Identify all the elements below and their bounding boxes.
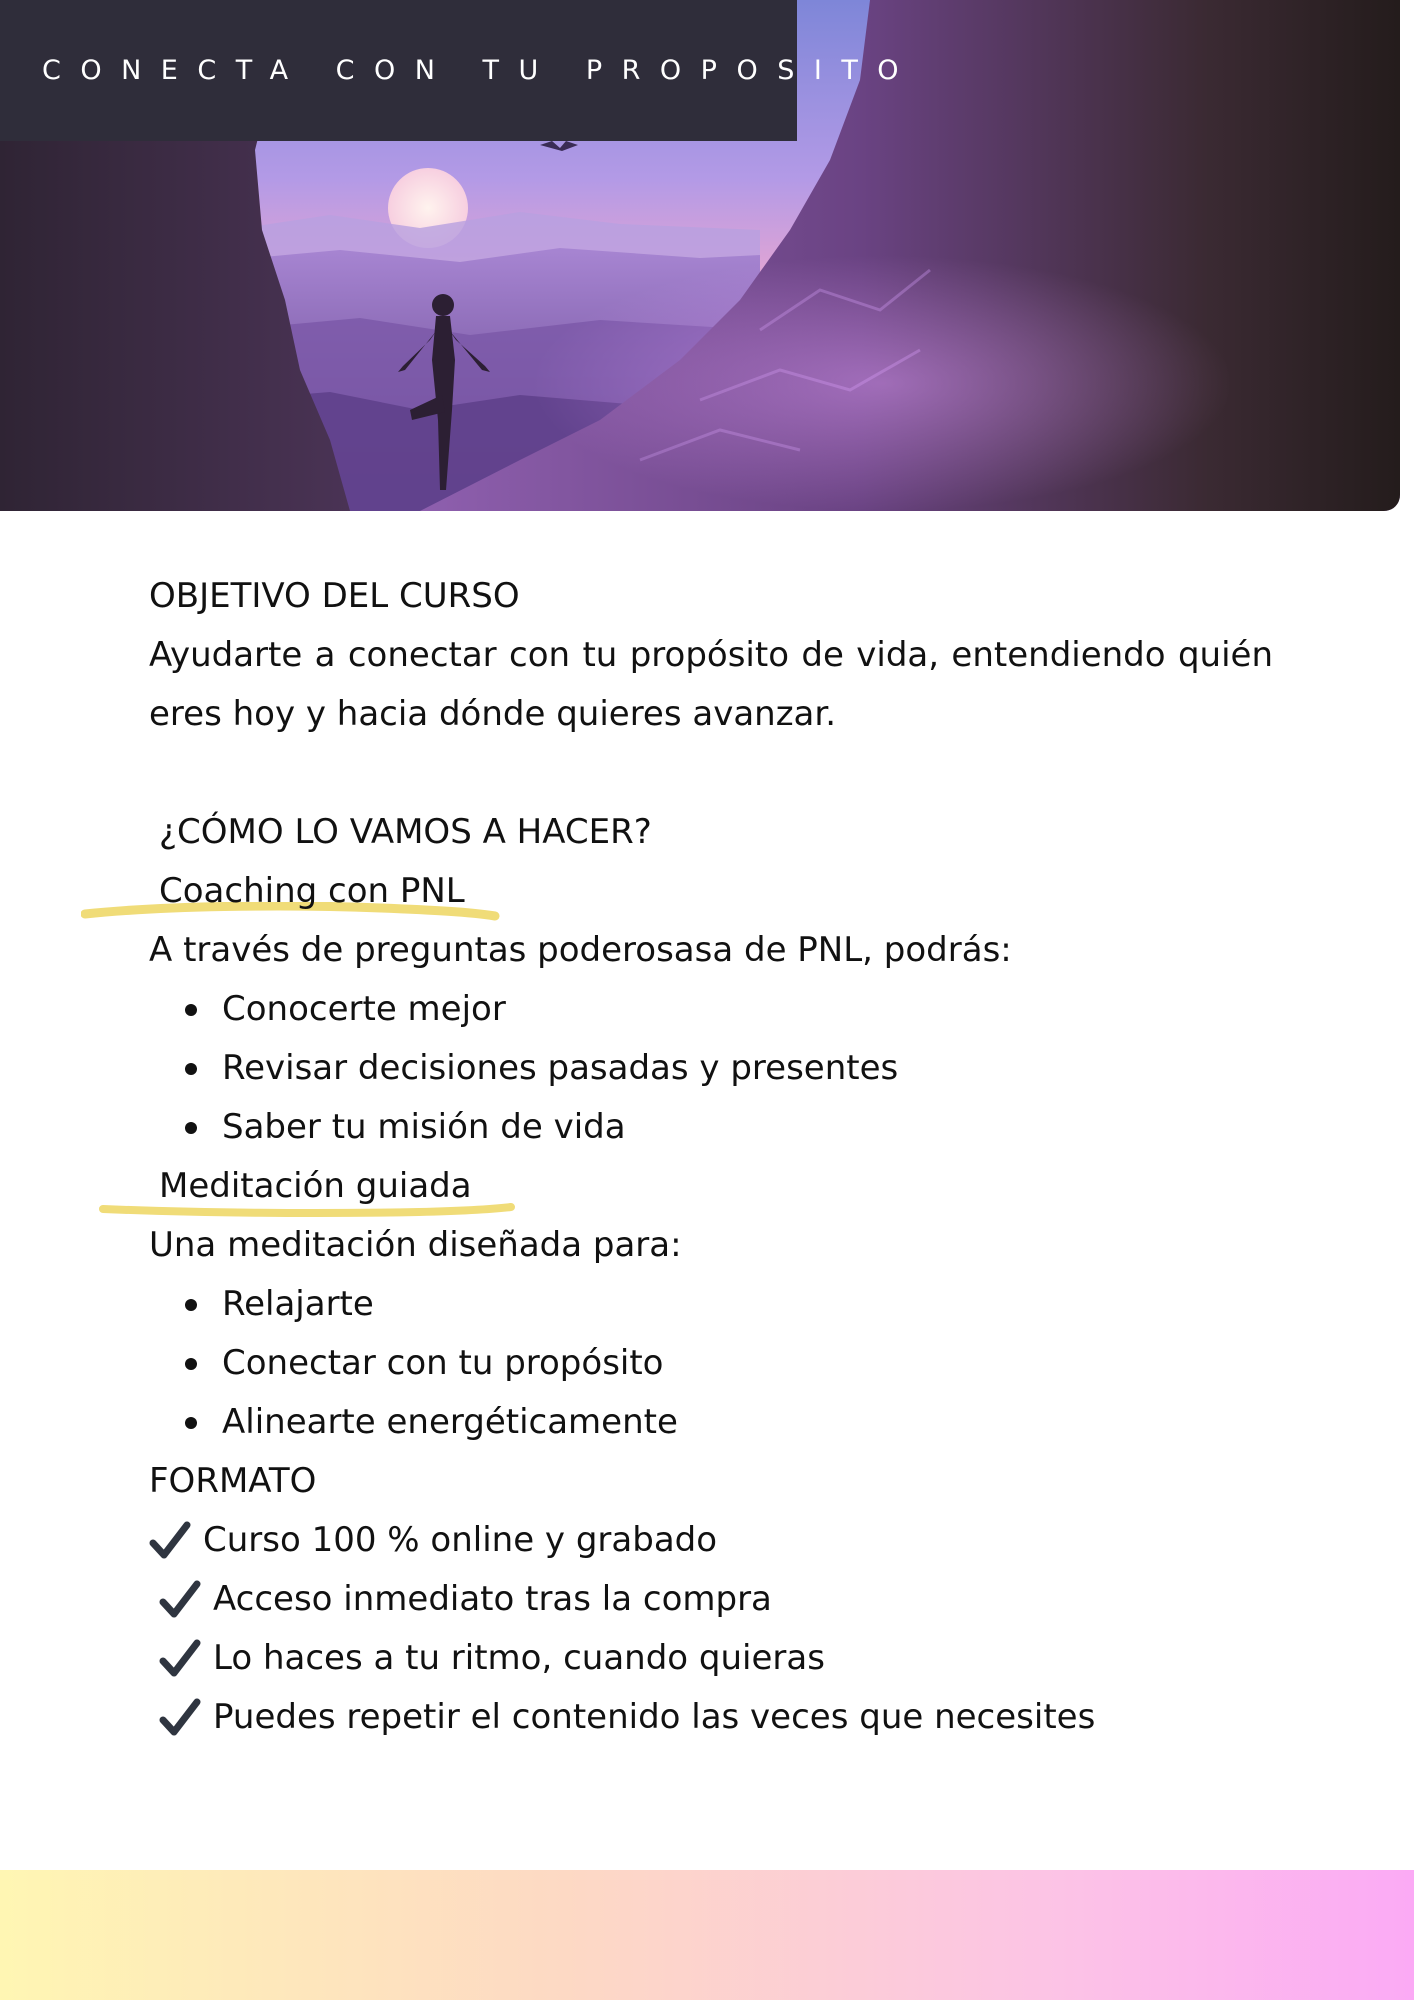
- bullet-icon: [185, 1417, 197, 1429]
- list-item-text: Saber tu misión de vida: [222, 1107, 626, 1147]
- how-heading: ¿CÓMO LO VAMOS A HACER?: [159, 812, 652, 852]
- bullet-icon: [185, 1004, 197, 1016]
- bullet-icon: [185, 1358, 197, 1370]
- list-item: [149, 1334, 1273, 1393]
- list-item-text: Conocerte mejor: [222, 989, 506, 1029]
- list-item: [149, 1275, 1273, 1334]
- bullet-icon: [185, 1122, 197, 1134]
- meditation-intro: Una meditación diseñada para:: [149, 1225, 682, 1265]
- bullet-icon: [185, 1063, 197, 1075]
- hero-image: [0, 0, 1400, 511]
- format-item: [149, 1688, 1273, 1747]
- page-title: CONECTA CON TU PROPOSITO: [42, 55, 919, 86]
- meditation-label: Meditación guiada: [159, 1166, 472, 1206]
- objective-heading: OBJETIVO DEL CURSO: [149, 576, 520, 616]
- checkmark-icon: [159, 1698, 201, 1738]
- list-item-text: Alinearte energéticamente: [222, 1402, 678, 1442]
- coaching-list: [149, 980, 1273, 1157]
- format-heading: FORMATO: [149, 1461, 317, 1501]
- list-item-text: Revisar decisiones pasadas y presentes: [222, 1048, 899, 1088]
- objective-text: Ayudarte a conectar con tu propósito de vida, entendiendo quién eres hoy y hacia dónde quieres avanzar.: [149, 635, 1273, 734]
- list-item: [149, 1039, 1273, 1098]
- title-banner: [0, 0, 919, 141]
- meditation-section-label: [149, 1157, 1273, 1216]
- format-item-text: Acceso inmediato tras la compra: [213, 1579, 772, 1619]
- format-item-text: Curso 100 % online y grabado: [203, 1520, 718, 1560]
- list-item: [149, 980, 1273, 1039]
- checkmark-icon: [159, 1580, 201, 1620]
- format-item: [149, 1629, 1273, 1688]
- list-item: [149, 1098, 1273, 1157]
- meditation-list: [149, 1275, 1273, 1452]
- checkmark-icon: [159, 1639, 201, 1679]
- format-item-text: Puedes repetir el contenido las veces que necesites: [213, 1697, 1096, 1737]
- format-item: [149, 1570, 1273, 1629]
- course-content: [149, 567, 1273, 1747]
- bullet-icon: [185, 1299, 197, 1311]
- coaching-section-label: [149, 862, 1273, 921]
- list-item-text: Relajarte: [222, 1284, 374, 1324]
- format-item: [149, 1511, 1273, 1570]
- coaching-intro: A través de preguntas poderosasa de PNL, podrás:: [149, 930, 1012, 970]
- coaching-label: Coaching con PNL: [159, 871, 465, 911]
- list-item: [149, 1393, 1273, 1452]
- format-item-text: Lo haces a tu ritmo, cuando quieras: [213, 1638, 825, 1678]
- spacer: [149, 744, 1273, 803]
- checkmark-icon: [149, 1521, 191, 1561]
- list-item-text: Conectar con tu propósito: [222, 1343, 664, 1383]
- bottom-gradient-band: [0, 1870, 1414, 2000]
